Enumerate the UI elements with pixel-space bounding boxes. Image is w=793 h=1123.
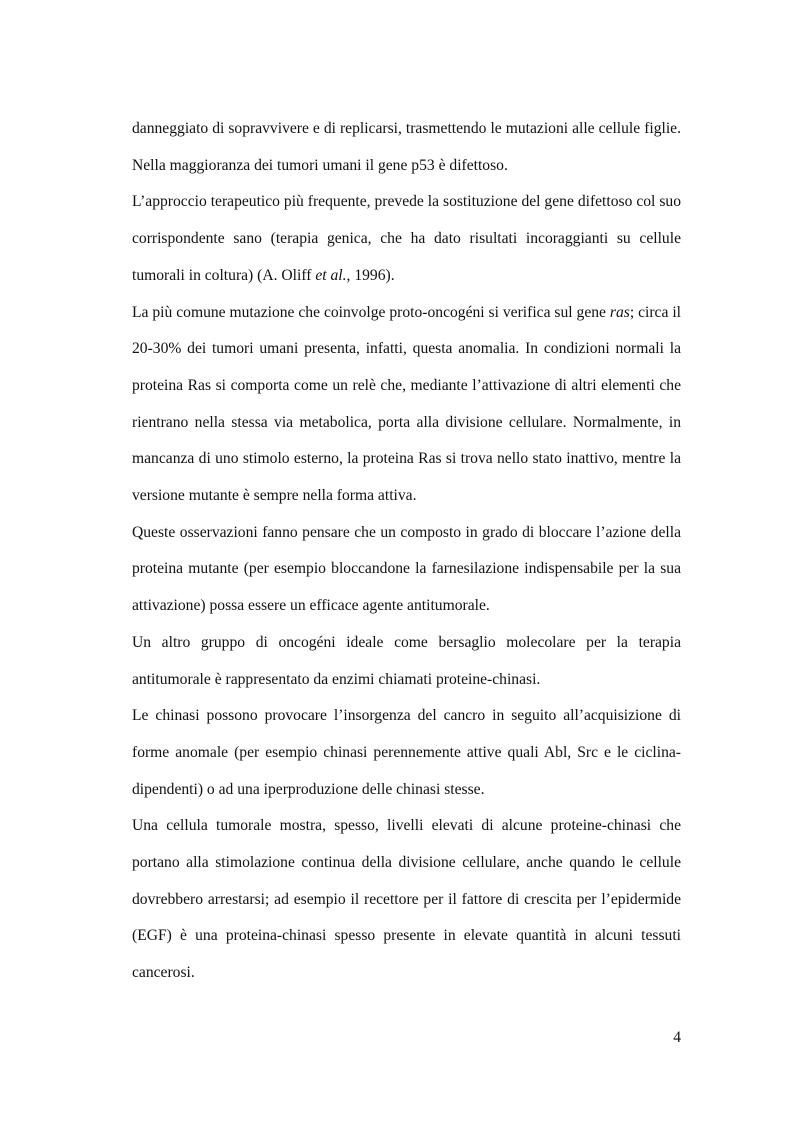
text-run: Una cellula tumorale mostra, spesso, livelli elevati di alcune proteine-chinasi che portano alla stimolazione continua della divisione cellulare, anche quando le cellule dovrebbero arrestarsi; ad esempio il recettore per il fattore di crescita per l’epidermide (EGF) è una proteina-chinasi spesso presente in elevate quantità in alcuni tessuti cancerosi. [132,817,681,982]
paragraph-oncogeni [132,625,681,698]
text-run: danneggiato di sopravvivere e di replicarsi, trasmettendo le mutazioni alle cellule figlie. Nella maggioranza dei tumori umani il gene p53 è difettoso. [132,120,681,174]
text-run: La più comune mutazione che coinvolge proto-oncogéni si verifica sul gene [132,303,610,321]
paragraph-approccio-terapeutico [132,184,681,294]
paragraph-p53 [132,111,681,184]
paragraph-ras [132,295,681,515]
paragraph-osservazioni [132,515,681,625]
text-run: Le chinasi possono provocare l’insorgenza del cancro in seguito all’acquisizione di forme anomale (per esempio chinasi perennemente attive quali Abl, Src e le ciclina-dipendenti) o ad una iperproduzione delle chinasi stesse. [132,707,681,798]
paragraph-cellula-tumorale [132,808,681,992]
text-run: , 1996). [346,266,395,284]
text-run: ; circa il 20-30% dei tumori umani presenta, infatti, questa anomalia. In condizioni normali la proteina Ras si comporta come un relè che, mediante l’attivazione di altri elementi che rientrano nella stessa via metabolica, porta alla divisione cellulare. Normalmente, in mancanza di uno stimolo esterno, la proteina Ras si trova nello stato inattivo, mentre la versione mutante è sempre nella forma attiva. [132,303,681,505]
paragraph-chinasi [132,698,681,808]
text-run: Queste osservazioni fanno pensare che un composto in grado di bloccare l’azione della proteina mutante (per esempio bloccandone la farnesilazione indispensabile per la sua attivazione) possa essere un efficace agente antitumorale. [132,523,681,615]
text-run: L’approccio terapeutico più frequente, prevede la sostituzione del gene difettoso col suo corrispondente sano (terapia genica, che ha dato risultati incoraggianti su cellule tumorali in coltura) (A. Oliff [132,193,681,284]
text-run: Un altro gruppo di oncogéni ideale come bersaglio molecolare per la terapia antitumorale è rappresentato da enzimi chiamati proteine-chinasi. [132,633,681,688]
gene-name-ras: ras [609,303,630,321]
citation-et-al: et al. [315,266,347,284]
page-number: 4 [673,1029,681,1046]
body-text [132,111,681,992]
